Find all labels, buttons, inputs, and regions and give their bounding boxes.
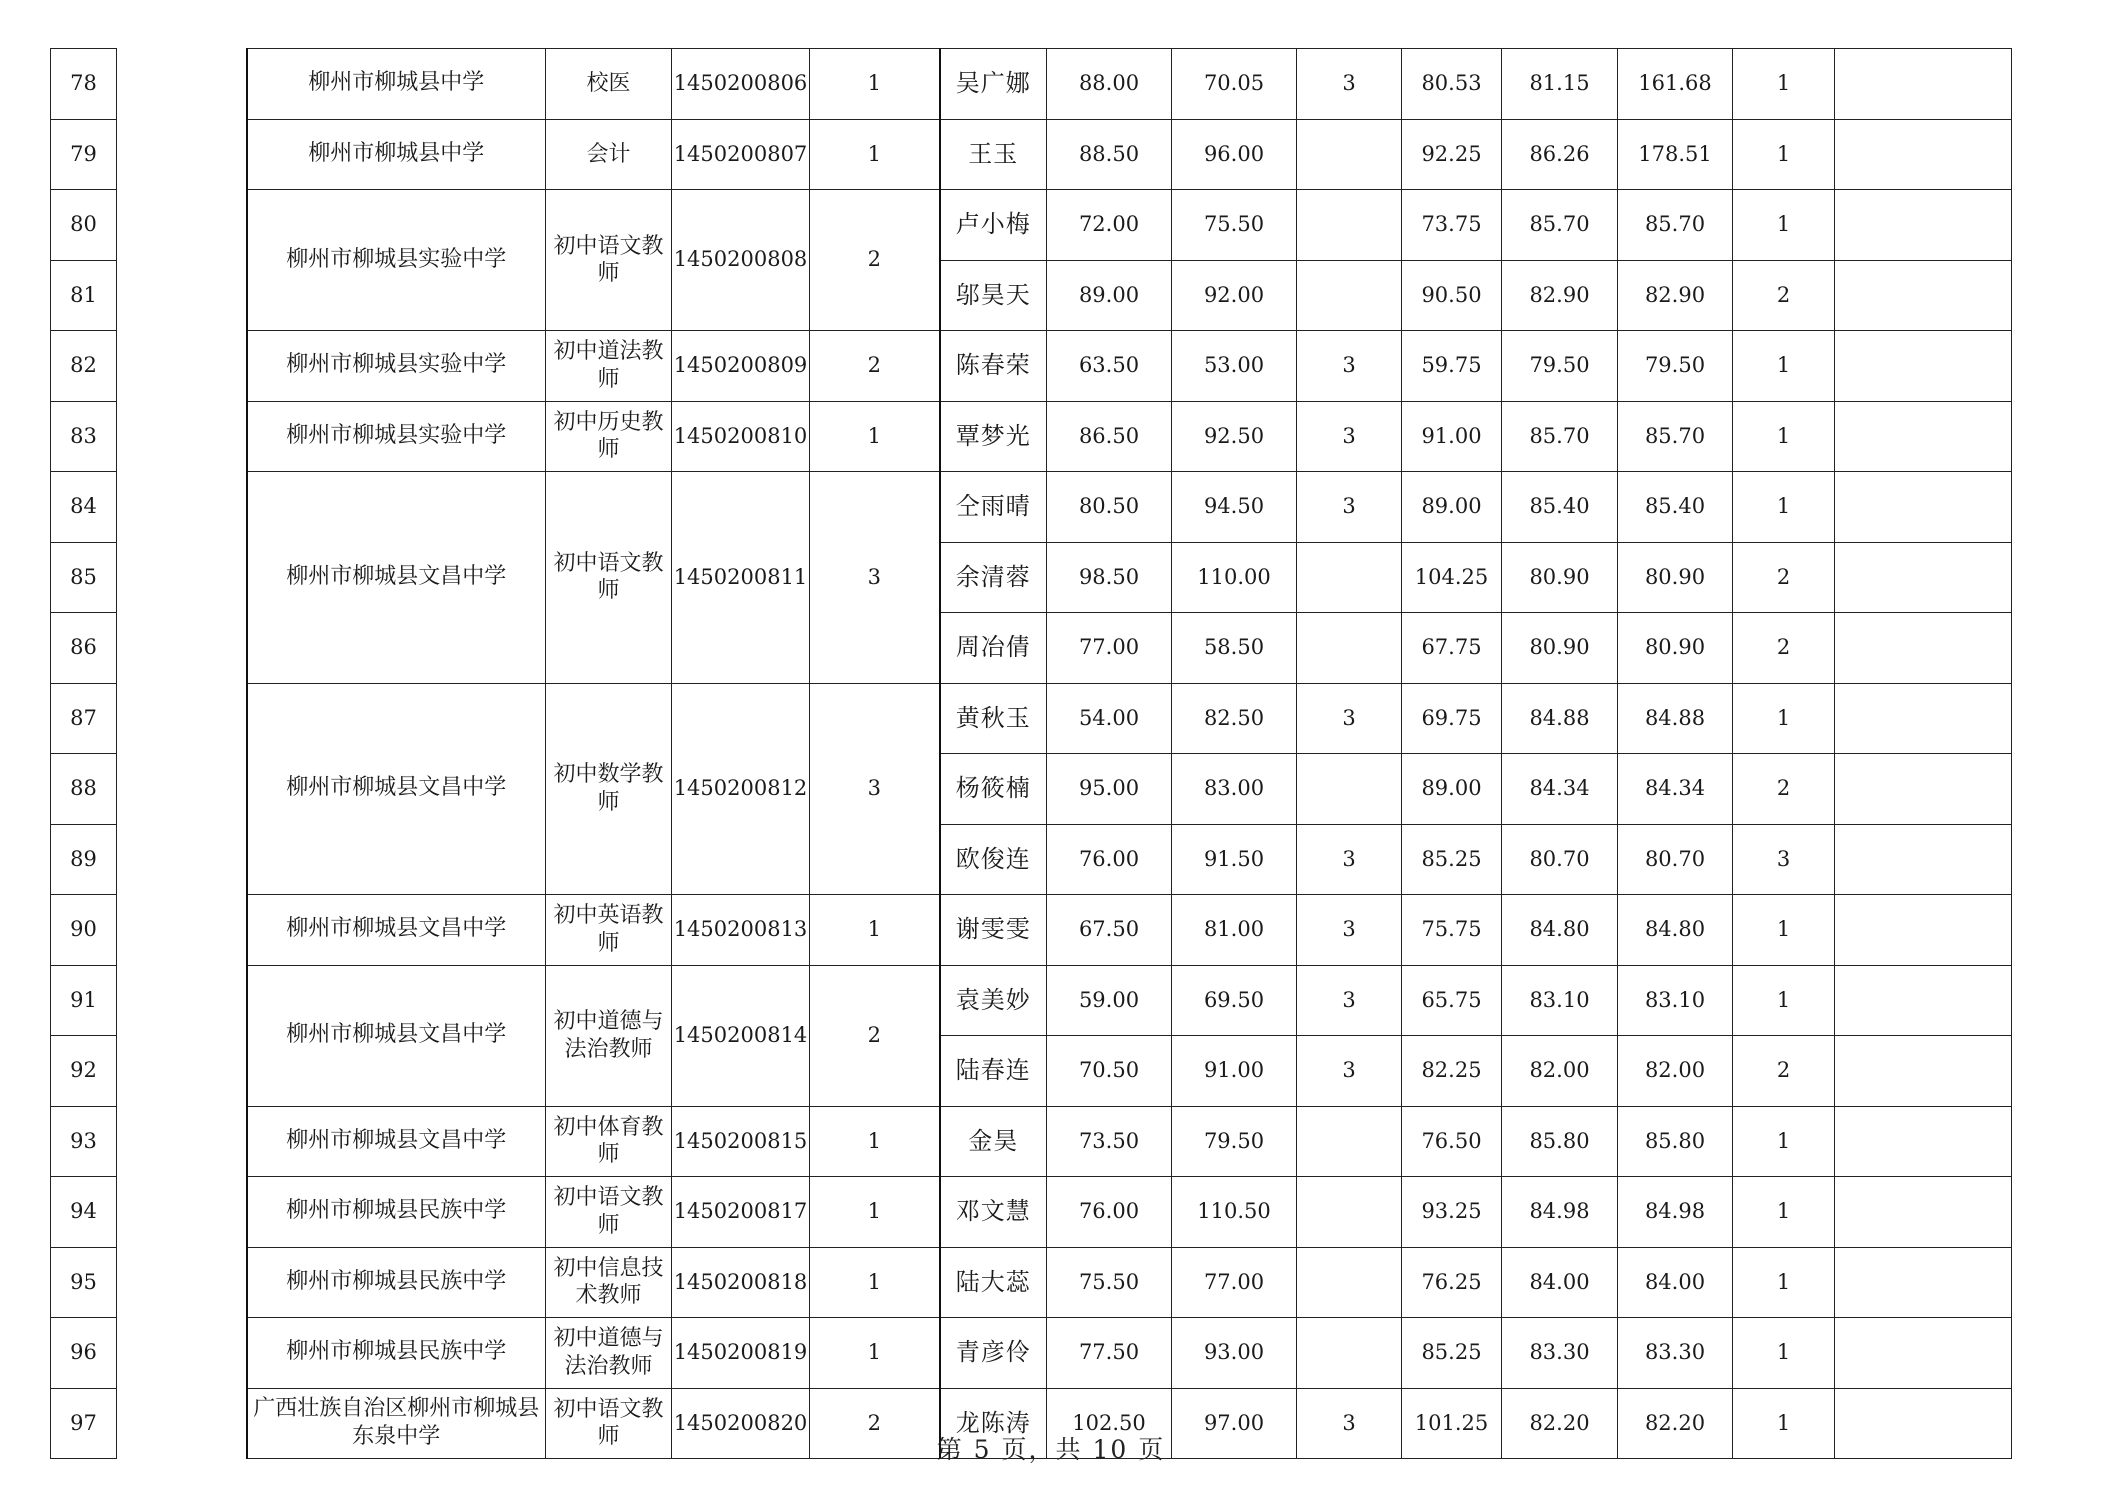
score-subject-2: 110.50 bbox=[1172, 1177, 1297, 1248]
bonus-points bbox=[1297, 190, 1402, 261]
score-subject-2: 69.50 bbox=[1172, 965, 1297, 1036]
position-code-cell: 1450200819 bbox=[672, 1318, 810, 1389]
written-score: 92.25 bbox=[1402, 119, 1502, 190]
written-score: 85.25 bbox=[1402, 824, 1502, 895]
score-subject-1: 75.50 bbox=[1047, 1247, 1172, 1318]
rank: 1 bbox=[1733, 401, 1835, 472]
score-subject-1: 102.50 bbox=[1047, 1388, 1172, 1459]
row-number: 79 bbox=[51, 119, 117, 190]
total-score: 83.30 bbox=[1618, 1318, 1733, 1389]
position-code-cell: 1450200820 bbox=[672, 1388, 810, 1459]
written-score: 101.25 bbox=[1402, 1388, 1502, 1459]
quota-cell: 1 bbox=[810, 1177, 940, 1248]
interview-score: 84.88 bbox=[1502, 683, 1618, 754]
employer-cell: 柳州市柳城县文昌中学 bbox=[247, 472, 546, 684]
written-score: 89.00 bbox=[1402, 472, 1502, 543]
total-score: 84.88 bbox=[1618, 683, 1733, 754]
score-subject-2: 58.50 bbox=[1172, 613, 1297, 684]
remarks-cell bbox=[1835, 1036, 2012, 1107]
written-score: 75.75 bbox=[1402, 895, 1502, 966]
employer-cell: 柳州市柳城县文昌中学 bbox=[247, 965, 546, 1106]
bonus-points bbox=[1297, 613, 1402, 684]
written-score: 80.53 bbox=[1402, 49, 1502, 120]
score-subject-1: 77.00 bbox=[1047, 613, 1172, 684]
table-row bbox=[51, 1247, 2012, 1318]
position-cell: 初中语文教师 bbox=[546, 1177, 672, 1248]
score-subject-2: 53.00 bbox=[1172, 331, 1297, 402]
candidate-name: 龙陈涛 bbox=[940, 1388, 1047, 1459]
score-subject-1: 88.00 bbox=[1047, 49, 1172, 120]
rank: 1 bbox=[1733, 1318, 1835, 1389]
row-number: 92 bbox=[51, 1036, 117, 1107]
table-row bbox=[51, 119, 2012, 190]
row-number: 82 bbox=[51, 331, 117, 402]
rank: 1 bbox=[1733, 895, 1835, 966]
row-number: 95 bbox=[51, 1247, 117, 1318]
position-cell: 校医 bbox=[546, 49, 672, 120]
remarks-cell bbox=[1835, 895, 2012, 966]
bonus-points: 3 bbox=[1297, 1036, 1402, 1107]
employer-cell: 广西壮族自治区柳州市柳城县东泉中学 bbox=[247, 1388, 546, 1459]
bonus-points bbox=[1297, 754, 1402, 825]
rank: 1 bbox=[1733, 472, 1835, 543]
blank-cell bbox=[117, 683, 247, 754]
interview-score: 82.90 bbox=[1502, 260, 1618, 331]
row-number: 89 bbox=[51, 824, 117, 895]
blank-cell bbox=[117, 260, 247, 331]
remarks-cell bbox=[1835, 49, 2012, 120]
bonus-points: 3 bbox=[1297, 331, 1402, 402]
quota-cell: 1 bbox=[810, 1318, 940, 1389]
position-code-cell: 1450200806 bbox=[672, 49, 810, 120]
table-row bbox=[51, 190, 2012, 261]
position-cell: 初中语文教师 bbox=[546, 1388, 672, 1459]
rank: 1 bbox=[1733, 1106, 1835, 1177]
score-subject-1: 95.00 bbox=[1047, 754, 1172, 825]
quota-cell: 2 bbox=[810, 1388, 940, 1459]
position-cell: 初中英语教师 bbox=[546, 895, 672, 966]
position-code-cell: 1450200810 bbox=[672, 401, 810, 472]
quota-cell: 1 bbox=[810, 401, 940, 472]
remarks-cell bbox=[1835, 613, 2012, 684]
score-subject-1: 77.50 bbox=[1047, 1318, 1172, 1389]
bonus-points: 3 bbox=[1297, 49, 1402, 120]
position-code-cell: 1450200807 bbox=[672, 119, 810, 190]
score-subject-1: 67.50 bbox=[1047, 895, 1172, 966]
written-score: 104.25 bbox=[1402, 542, 1502, 613]
position-cell: 初中道德与法治教师 bbox=[546, 965, 672, 1106]
employer-cell: 柳州市柳城县民族中学 bbox=[247, 1177, 546, 1248]
score-subject-1: 89.00 bbox=[1047, 260, 1172, 331]
employer-cell: 柳州市柳城县中学 bbox=[247, 49, 546, 120]
blank-cell bbox=[117, 613, 247, 684]
row-number: 81 bbox=[51, 260, 117, 331]
blank-cell bbox=[117, 1247, 247, 1318]
employer-cell: 柳州市柳城县实验中学 bbox=[247, 190, 546, 331]
score-subject-2: 82.50 bbox=[1172, 683, 1297, 754]
interview-score: 84.98 bbox=[1502, 1177, 1618, 1248]
total-score: 80.90 bbox=[1618, 613, 1733, 684]
candidate-name: 王玉 bbox=[940, 119, 1047, 190]
bonus-points: 3 bbox=[1297, 965, 1402, 1036]
blank-cell bbox=[117, 542, 247, 613]
candidate-name: 陆春连 bbox=[940, 1036, 1047, 1107]
total-score: 84.34 bbox=[1618, 754, 1733, 825]
remarks-cell bbox=[1835, 754, 2012, 825]
total-score: 85.70 bbox=[1618, 190, 1733, 261]
candidate-name: 袁美妙 bbox=[940, 965, 1047, 1036]
quota-cell: 1 bbox=[810, 1247, 940, 1318]
blank-cell bbox=[117, 824, 247, 895]
written-score: 76.25 bbox=[1402, 1247, 1502, 1318]
position-cell: 初中数学教师 bbox=[546, 683, 672, 895]
page-footer: 第 5 页，共 10 页 bbox=[936, 1435, 1166, 1464]
bonus-points bbox=[1297, 1177, 1402, 1248]
total-score: 85.40 bbox=[1618, 472, 1733, 543]
bonus-points: 3 bbox=[1297, 401, 1402, 472]
score-subject-2: 97.00 bbox=[1172, 1388, 1297, 1459]
rank: 2 bbox=[1733, 754, 1835, 825]
row-number: 94 bbox=[51, 1177, 117, 1248]
blank-cell bbox=[117, 49, 247, 120]
remarks-cell bbox=[1835, 1247, 2012, 1318]
total-score: 161.68 bbox=[1618, 49, 1733, 120]
total-score: 84.00 bbox=[1618, 1247, 1733, 1318]
position-cell: 初中体育教师 bbox=[546, 1106, 672, 1177]
row-number: 83 bbox=[51, 401, 117, 472]
position-cell: 会计 bbox=[546, 119, 672, 190]
interview-score: 82.00 bbox=[1502, 1036, 1618, 1107]
bonus-points: 3 bbox=[1297, 683, 1402, 754]
rank: 3 bbox=[1733, 824, 1835, 895]
total-score: 83.10 bbox=[1618, 965, 1733, 1036]
score-subject-1: 59.00 bbox=[1047, 965, 1172, 1036]
total-score: 82.00 bbox=[1618, 1036, 1733, 1107]
position-cell: 初中信息技术教师 bbox=[546, 1247, 672, 1318]
employer-cell: 柳州市柳城县民族中学 bbox=[247, 1247, 546, 1318]
interview-score: 81.15 bbox=[1502, 49, 1618, 120]
position-cell: 初中语文教师 bbox=[546, 190, 672, 331]
table-row bbox=[51, 401, 2012, 472]
bonus-points bbox=[1297, 542, 1402, 613]
interview-score: 86.26 bbox=[1502, 119, 1618, 190]
quota-cell: 1 bbox=[810, 49, 940, 120]
written-score: 73.75 bbox=[1402, 190, 1502, 261]
remarks-cell bbox=[1835, 824, 2012, 895]
interview-score: 83.10 bbox=[1502, 965, 1618, 1036]
blank-cell bbox=[117, 1177, 247, 1248]
row-number: 87 bbox=[51, 683, 117, 754]
interview-score: 85.40 bbox=[1502, 472, 1618, 543]
written-score: 89.00 bbox=[1402, 754, 1502, 825]
candidate-name: 杨筱楠 bbox=[940, 754, 1047, 825]
score-subject-1: 54.00 bbox=[1047, 683, 1172, 754]
remarks-cell bbox=[1835, 965, 2012, 1036]
bonus-points: 3 bbox=[1297, 1388, 1402, 1459]
candidate-name: 邬昊天 bbox=[940, 260, 1047, 331]
total-score: 80.70 bbox=[1618, 824, 1733, 895]
table-row bbox=[51, 472, 2012, 543]
written-score: 91.00 bbox=[1402, 401, 1502, 472]
candidate-name: 黄秋玉 bbox=[940, 683, 1047, 754]
position-code-cell: 1450200814 bbox=[672, 965, 810, 1106]
row-number: 93 bbox=[51, 1106, 117, 1177]
candidate-name: 仝雨晴 bbox=[940, 472, 1047, 543]
candidate-name: 周冶倩 bbox=[940, 613, 1047, 684]
position-code-cell: 1450200817 bbox=[672, 1177, 810, 1248]
candidate-name: 吴广娜 bbox=[940, 49, 1047, 120]
position-code-cell: 1450200818 bbox=[672, 1247, 810, 1318]
candidate-name: 卢小梅 bbox=[940, 190, 1047, 261]
score-subject-2: 96.00 bbox=[1172, 119, 1297, 190]
written-score: 90.50 bbox=[1402, 260, 1502, 331]
rank: 2 bbox=[1733, 260, 1835, 331]
rank: 2 bbox=[1733, 1036, 1835, 1107]
rank: 1 bbox=[1733, 1388, 1835, 1459]
interview-score: 80.90 bbox=[1502, 542, 1618, 613]
candidate-name: 陈春荣 bbox=[940, 331, 1047, 402]
employer-cell: 柳州市柳城县民族中学 bbox=[247, 1318, 546, 1389]
score-subject-2: 94.50 bbox=[1172, 472, 1297, 543]
interview-score: 85.70 bbox=[1502, 401, 1618, 472]
employer-cell: 柳州市柳城县中学 bbox=[247, 119, 546, 190]
score-subject-1: 98.50 bbox=[1047, 542, 1172, 613]
row-number: 85 bbox=[51, 542, 117, 613]
written-score: 85.25 bbox=[1402, 1318, 1502, 1389]
employer-cell: 柳州市柳城县实验中学 bbox=[247, 331, 546, 402]
blank-cell bbox=[117, 472, 247, 543]
total-score: 84.98 bbox=[1618, 1177, 1733, 1248]
interview-score: 85.80 bbox=[1502, 1106, 1618, 1177]
total-score: 82.20 bbox=[1618, 1388, 1733, 1459]
remarks-cell bbox=[1835, 331, 2012, 402]
row-number: 90 bbox=[51, 895, 117, 966]
bonus-points bbox=[1297, 260, 1402, 331]
written-score: 59.75 bbox=[1402, 331, 1502, 402]
written-score: 69.75 bbox=[1402, 683, 1502, 754]
position-code-cell: 1450200815 bbox=[672, 1106, 810, 1177]
blank-cell bbox=[117, 754, 247, 825]
total-score: 79.50 bbox=[1618, 331, 1733, 402]
results-table bbox=[50, 48, 2012, 1459]
bonus-points: 3 bbox=[1297, 472, 1402, 543]
score-subject-1: 76.00 bbox=[1047, 824, 1172, 895]
row-number: 86 bbox=[51, 613, 117, 684]
blank-cell bbox=[117, 119, 247, 190]
position-code-cell: 1450200813 bbox=[672, 895, 810, 966]
score-subject-1: 88.50 bbox=[1047, 119, 1172, 190]
score-subject-1: 72.00 bbox=[1047, 190, 1172, 261]
score-subject-2: 93.00 bbox=[1172, 1318, 1297, 1389]
blank-cell bbox=[117, 1036, 247, 1107]
position-code-cell: 1450200812 bbox=[672, 683, 810, 895]
position-cell: 初中道德与法治教师 bbox=[546, 1318, 672, 1389]
blank-cell bbox=[117, 190, 247, 261]
candidate-name: 欧俊连 bbox=[940, 824, 1047, 895]
interview-score: 84.34 bbox=[1502, 754, 1618, 825]
score-subject-1: 80.50 bbox=[1047, 472, 1172, 543]
bonus-points bbox=[1297, 1106, 1402, 1177]
candidate-name: 谢雯雯 bbox=[940, 895, 1047, 966]
table-row bbox=[51, 1177, 2012, 1248]
quota-cell: 2 bbox=[810, 965, 940, 1106]
employer-cell: 柳州市柳城县文昌中学 bbox=[247, 895, 546, 966]
rank: 1 bbox=[1733, 190, 1835, 261]
score-subject-1: 63.50 bbox=[1047, 331, 1172, 402]
quota-cell: 3 bbox=[810, 683, 940, 895]
written-score: 82.25 bbox=[1402, 1036, 1502, 1107]
score-subject-2: 83.00 bbox=[1172, 754, 1297, 825]
table-row bbox=[51, 1106, 2012, 1177]
bonus-points bbox=[1297, 1318, 1402, 1389]
interview-score: 85.70 bbox=[1502, 190, 1618, 261]
blank-cell bbox=[117, 895, 247, 966]
total-score: 85.70 bbox=[1618, 401, 1733, 472]
score-subject-1: 70.50 bbox=[1047, 1036, 1172, 1107]
remarks-cell bbox=[1835, 472, 2012, 543]
table-row bbox=[51, 895, 2012, 966]
row-number: 97 bbox=[51, 1388, 117, 1459]
candidate-name: 覃梦光 bbox=[940, 401, 1047, 472]
interview-score: 84.80 bbox=[1502, 895, 1618, 966]
candidate-name: 金昊 bbox=[940, 1106, 1047, 1177]
rank: 1 bbox=[1733, 331, 1835, 402]
quota-cell: 1 bbox=[810, 895, 940, 966]
score-subject-2: 91.00 bbox=[1172, 1036, 1297, 1107]
quota-cell: 1 bbox=[810, 119, 940, 190]
blank-cell bbox=[117, 965, 247, 1036]
written-score: 93.25 bbox=[1402, 1177, 1502, 1248]
score-subject-2: 92.50 bbox=[1172, 401, 1297, 472]
remarks-cell bbox=[1835, 1106, 2012, 1177]
candidate-name: 邓文慧 bbox=[940, 1177, 1047, 1248]
candidate-name: 陆大蕊 bbox=[940, 1247, 1047, 1318]
remarks-cell bbox=[1835, 119, 2012, 190]
written-score: 67.75 bbox=[1402, 613, 1502, 684]
quota-cell: 2 bbox=[810, 331, 940, 402]
row-number: 96 bbox=[51, 1318, 117, 1389]
interview-score: 79.50 bbox=[1502, 331, 1618, 402]
score-subject-2: 81.00 bbox=[1172, 895, 1297, 966]
total-score: 178.51 bbox=[1618, 119, 1733, 190]
position-cell: 初中语文教师 bbox=[546, 472, 672, 684]
blank-cell bbox=[117, 401, 247, 472]
rank: 1 bbox=[1733, 1177, 1835, 1248]
interview-score: 80.70 bbox=[1502, 824, 1618, 895]
rank: 2 bbox=[1733, 613, 1835, 684]
remarks-cell bbox=[1835, 260, 2012, 331]
rank: 1 bbox=[1733, 965, 1835, 1036]
remarks-cell bbox=[1835, 401, 2012, 472]
score-subject-2: 79.50 bbox=[1172, 1106, 1297, 1177]
bonus-points: 3 bbox=[1297, 824, 1402, 895]
bonus-points: 3 bbox=[1297, 895, 1402, 966]
quota-cell: 2 bbox=[810, 190, 940, 331]
position-code-cell: 1450200809 bbox=[672, 331, 810, 402]
score-subject-1: 73.50 bbox=[1047, 1106, 1172, 1177]
score-subject-2: 110.00 bbox=[1172, 542, 1297, 613]
written-score: 76.50 bbox=[1402, 1106, 1502, 1177]
remarks-cell bbox=[1835, 1177, 2012, 1248]
candidate-name: 青彦伶 bbox=[940, 1318, 1047, 1389]
row-number: 78 bbox=[51, 49, 117, 120]
rank: 1 bbox=[1733, 1247, 1835, 1318]
score-subject-2: 75.50 bbox=[1172, 190, 1297, 261]
score-subject-1: 86.50 bbox=[1047, 401, 1172, 472]
table-row bbox=[51, 331, 2012, 402]
employer-cell: 柳州市柳城县文昌中学 bbox=[247, 1106, 546, 1177]
table-row bbox=[51, 683, 2012, 754]
total-score: 84.80 bbox=[1618, 895, 1733, 966]
score-subject-1: 76.00 bbox=[1047, 1177, 1172, 1248]
position-cell: 初中历史教师 bbox=[546, 401, 672, 472]
written-score: 65.75 bbox=[1402, 965, 1502, 1036]
candidate-name: 余清蓉 bbox=[940, 542, 1047, 613]
position-cell: 初中道法教师 bbox=[546, 331, 672, 402]
row-number: 84 bbox=[51, 472, 117, 543]
position-code-cell: 1450200811 bbox=[672, 472, 810, 684]
remarks-cell bbox=[1835, 190, 2012, 261]
score-subject-2: 70.05 bbox=[1172, 49, 1297, 120]
interview-score: 82.20 bbox=[1502, 1388, 1618, 1459]
total-score: 80.90 bbox=[1618, 542, 1733, 613]
interview-score: 84.00 bbox=[1502, 1247, 1618, 1318]
remarks-cell bbox=[1835, 683, 2012, 754]
score-subject-2: 92.00 bbox=[1172, 260, 1297, 331]
row-number: 80 bbox=[51, 190, 117, 261]
quota-cell: 3 bbox=[810, 472, 940, 684]
remarks-cell bbox=[1835, 1318, 2012, 1389]
interview-score: 83.30 bbox=[1502, 1318, 1618, 1389]
blank-cell bbox=[117, 1318, 247, 1389]
employer-cell: 柳州市柳城县文昌中学 bbox=[247, 683, 546, 895]
score-subject-2: 77.00 bbox=[1172, 1247, 1297, 1318]
employer-cell: 柳州市柳城县实验中学 bbox=[247, 401, 546, 472]
table-row bbox=[51, 1318, 2012, 1389]
rank: 1 bbox=[1733, 49, 1835, 120]
row-number: 91 bbox=[51, 965, 117, 1036]
score-subject-2: 91.50 bbox=[1172, 824, 1297, 895]
blank-cell bbox=[117, 1106, 247, 1177]
position-code-cell: 1450200808 bbox=[672, 190, 810, 331]
rank: 2 bbox=[1733, 542, 1835, 613]
bonus-points bbox=[1297, 1247, 1402, 1318]
blank-cell bbox=[117, 331, 247, 402]
remarks-cell bbox=[1835, 542, 2012, 613]
rank: 1 bbox=[1733, 119, 1835, 190]
interview-score: 80.90 bbox=[1502, 613, 1618, 684]
table-row bbox=[51, 965, 2012, 1036]
total-score: 85.80 bbox=[1618, 1106, 1733, 1177]
row-number: 88 bbox=[51, 754, 117, 825]
table-row bbox=[51, 49, 2012, 120]
quota-cell: 1 bbox=[810, 1106, 940, 1177]
bonus-points bbox=[1297, 119, 1402, 190]
total-score: 82.90 bbox=[1618, 260, 1733, 331]
rank: 1 bbox=[1733, 683, 1835, 754]
